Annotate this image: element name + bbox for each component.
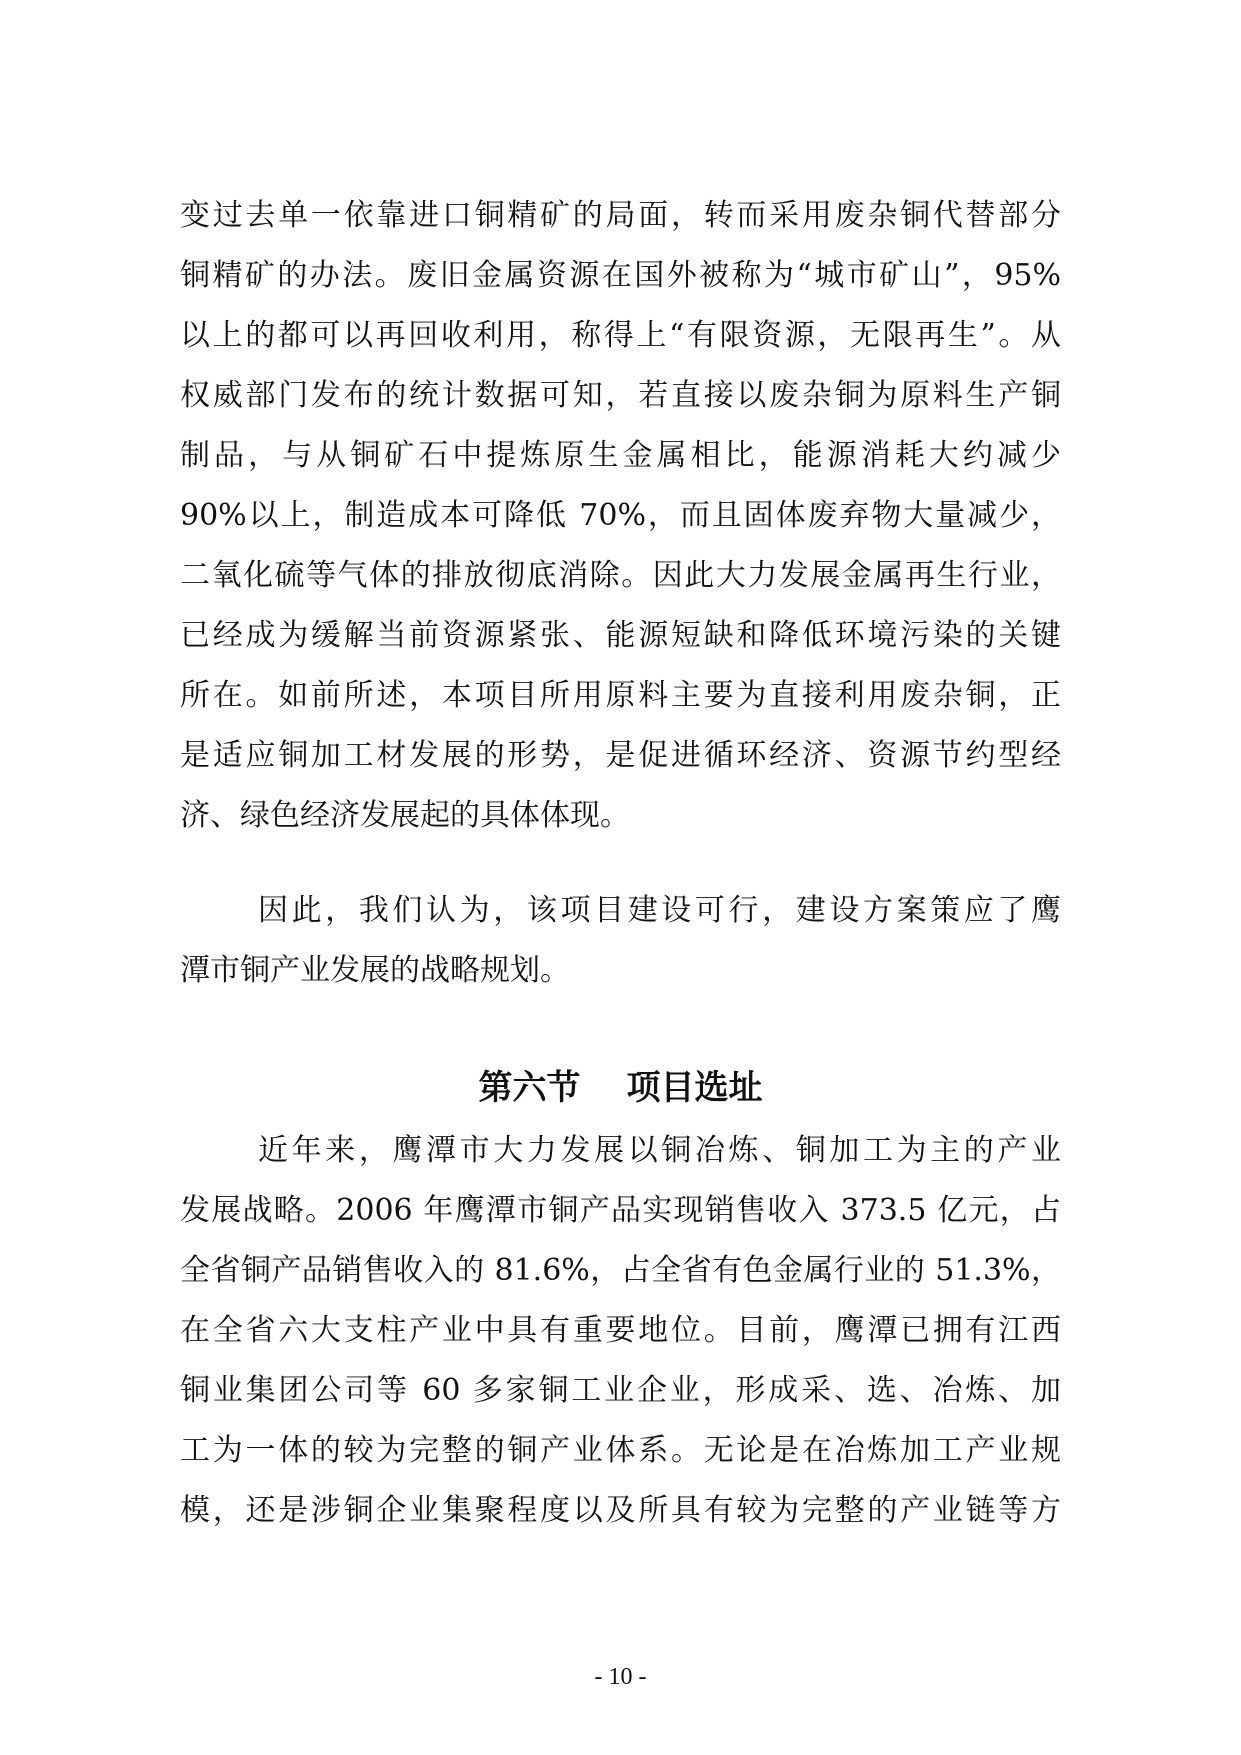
page-number: - 10 - <box>594 1664 647 1690</box>
paragraph-line: 90%以上，制造成本可降低 70%，而且固体废弃物大量减少， <box>180 498 1061 533</box>
paragraph-line: 铜精矿的办法。废旧金属资源在国外被称为“城市矿山”，95% <box>180 258 1061 293</box>
paragraph-line: 在全省六大支柱产业中具有重要地位。目前，鹰潭已拥有江西 <box>180 1313 1061 1348</box>
paragraph-line: 二氧化硫等气体的排放彻底消除。因此大力发展金属再生行业， <box>180 558 1061 593</box>
paragraph-line: 济、绿色经济发展起的具体体现。 <box>180 798 630 833</box>
paragraph-line: 变过去单一依靠进口铜精矿的局面，转而采用废杂铜代替部分 <box>180 198 1061 233</box>
paragraph-line: 潭市铜产业发展的战略规划。 <box>180 953 570 988</box>
section-heading <box>0 1058 1241 1118</box>
paragraph-line: 因此，我们认为，该项目建设可行，建设方案策应了鹰 <box>258 893 1061 928</box>
paragraph-1 <box>180 186 1061 846</box>
paragraph-line: 制品，与从铜矿石中提炼原生金属相比，能源消耗大约减少 <box>180 438 1061 473</box>
paragraph-line: 是适应铜加工材发展的形势，是促进循环经济、资源节约型经 <box>180 738 1061 773</box>
paragraph-line: 发展战略。2006 年鹰潭市铜产品实现销售收入 373.5 亿元，占 <box>180 1193 1061 1228</box>
paragraph-line: 工为一体的较为完整的铜产业体系。无论是在冶炼加工产业规 <box>180 1433 1061 1468</box>
paragraph-line: 近年来，鹰潭市大力发展以铜冶炼、铜加工为主的产业 <box>258 1133 1061 1168</box>
paragraph-line: 全省铜产品销售收入的 81.6%，占全省有色金属行业的 51.3%， <box>180 1253 1061 1288</box>
paragraph-2 <box>180 881 1061 1001</box>
paragraph-3 <box>180 1121 1061 1541</box>
section-number: 第六节 <box>478 1068 581 1108</box>
paragraph-line: 铜业集团公司等 60 多家铜工业企业，形成采、选、冶炼、加 <box>180 1373 1061 1408</box>
paragraph-line: 所在。如前所述，本项目所用原料主要为直接利用废杂铜，正 <box>180 678 1061 713</box>
paragraph-line: 以上的都可以再回收利用，称得上“有限资源，无限再生”。从 <box>180 318 1061 353</box>
paragraph-line: 已经成为缓解当前资源紧张、能源短缺和降低环境污染的关键 <box>180 618 1061 653</box>
paragraph-line: 权威部门发布的统计数据可知，若直接以废杂铜为原料生产铜 <box>180 378 1061 413</box>
section-title: 项目选址 <box>626 1068 763 1108</box>
paragraph-line: 模，还是涉铜企业集聚程度以及所具有较为完整的产业链等方 <box>180 1493 1061 1528</box>
